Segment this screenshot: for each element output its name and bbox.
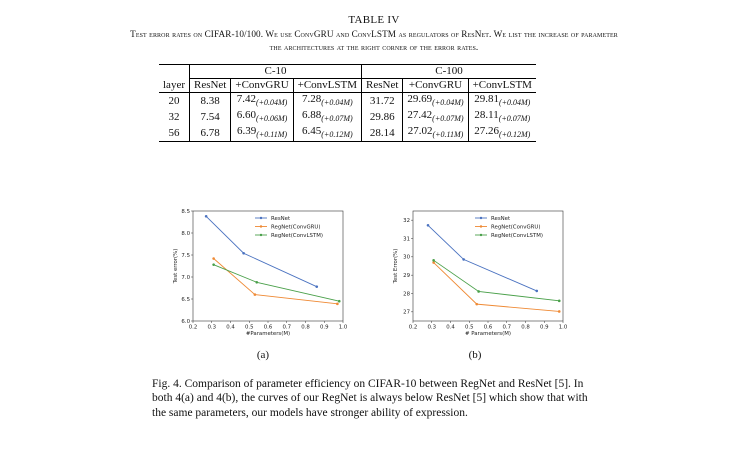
col-c100-convgru: +ConvGRU — [403, 79, 468, 93]
x-tick-label: 0.3 — [207, 324, 217, 331]
legend-label: RegNet(ConvGRU) — [491, 224, 541, 231]
x-tick-label: 0.8 — [521, 324, 530, 331]
y-tick-label: 32 — [403, 217, 410, 224]
chart-a — [166, 203, 356, 348]
y-tick-label: 6.0 — [181, 318, 190, 325]
x-tick-label: 0.9 — [319, 324, 329, 331]
y-tick-label: 31 — [403, 236, 410, 243]
chart-a-svg — [166, 203, 356, 343]
cell-value — [468, 93, 536, 110]
data-point — [462, 258, 465, 261]
data-point — [432, 259, 435, 262]
param-increase: (+0.04M) — [321, 98, 353, 107]
x-tick-label: 0.7 — [502, 324, 512, 331]
legend-marker — [480, 234, 482, 236]
cell-number: 27.26 — [474, 125, 499, 137]
cell-value — [231, 109, 293, 125]
param-increase: (+0.11M) — [432, 130, 464, 139]
group-header-row — [159, 65, 536, 79]
data-point — [242, 252, 245, 255]
subfigure-label-a: (a) — [256, 349, 270, 361]
data-point — [254, 293, 257, 296]
cell-layer: 56 — [159, 125, 189, 142]
cell-layer: 32 — [159, 109, 189, 125]
data-point — [205, 215, 208, 218]
plot-frame — [413, 211, 563, 321]
legend-marker — [260, 234, 262, 236]
legend-label: ResNet — [491, 215, 511, 222]
param-increase: (+0.07M) — [498, 114, 531, 123]
col-c10-convgru: +ConvGRU — [231, 79, 293, 93]
x-tick-label: 0.7 — [282, 324, 292, 331]
cell-value — [468, 125, 536, 142]
cell-value — [293, 93, 361, 110]
cell-number: 29.69 — [407, 93, 433, 105]
legend-marker — [480, 225, 482, 227]
results-table — [159, 64, 536, 142]
cell-number: 6.39 — [236, 125, 257, 137]
legend-marker — [260, 225, 262, 227]
data-point — [212, 257, 215, 260]
series-line — [214, 259, 338, 304]
y-tick-label: 28 — [403, 291, 410, 298]
cell-value — [293, 109, 361, 125]
col-layer: layer — [159, 79, 189, 93]
col-c10-convlstm: +ConvLSTM — [293, 79, 361, 93]
x-tick-label: 0.4 — [226, 324, 235, 331]
results-table-wrapper — [159, 64, 536, 142]
x-tick-label: 1.0 — [558, 324, 568, 331]
table-row — [159, 109, 536, 125]
y-tick-label: 8.5 — [181, 208, 190, 215]
cell-number: 6.88 — [302, 109, 322, 121]
param-increase: (+0.04M) — [498, 98, 531, 107]
x-tick-label: 0.2 — [408, 324, 418, 331]
param-increase: (+0.07M) — [321, 114, 353, 123]
cell-number: 6.60 — [236, 109, 256, 121]
cell-value — [403, 125, 468, 142]
cell-value — [231, 93, 293, 110]
param-increase: (+0.04M) — [432, 98, 464, 107]
table-caption-line1: Test error rates on CIFAR-10/100. We use ConvGRU and ConvLSTM as regulators of ResNet. We list the increase of parameter — [130, 29, 618, 39]
data-point — [558, 300, 561, 303]
group-c100: C-100 — [362, 65, 536, 79]
y-axis-label: Test Error(%) — [393, 248, 399, 284]
param-increase: (+0.04M) — [255, 98, 288, 107]
cell-value: 6.78 — [189, 125, 230, 142]
cell-number: 7.28 — [302, 93, 322, 105]
legend-marker — [480, 217, 482, 219]
col-c100-resnet: ResNet — [362, 79, 403, 93]
series-line — [434, 263, 560, 312]
cell-number: 27.02 — [407, 125, 433, 137]
y-tick-label: 30 — [403, 254, 410, 261]
table-row — [159, 125, 536, 142]
param-increase: (+0.06M) — [255, 114, 288, 123]
table-caption-line2: the architectures at the right corner of the error rates. — [269, 42, 479, 52]
cell-layer: 20 — [159, 93, 189, 110]
y-tick-label: 27 — [403, 309, 410, 316]
data-point — [427, 224, 430, 227]
legend-label: RegNet(ConvGRU) — [271, 224, 321, 231]
cell-number: 27.42 — [407, 109, 433, 121]
data-point — [315, 285, 318, 288]
x-tick-label: 0.8 — [301, 324, 310, 331]
cell-value — [293, 125, 361, 142]
data-point — [212, 263, 215, 266]
data-point — [558, 310, 561, 313]
x-tick-label: 1.0 — [338, 324, 348, 331]
x-tick-label: 0.9 — [539, 324, 549, 331]
y-tick-label: 8.0 — [181, 230, 190, 237]
cell-value: 31.72 — [362, 93, 403, 110]
plot-frame — [193, 211, 343, 321]
legend-label: RegNet(ConvLSTM) — [491, 232, 543, 239]
data-point — [535, 290, 538, 293]
y-tick-label: 7.0 — [181, 274, 190, 281]
legend-label: RegNet(ConvLSTM) — [271, 232, 323, 239]
x-tick-label: 0.3 — [427, 324, 437, 331]
cell-number: 7.42 — [236, 93, 256, 105]
y-tick-label: 7.5 — [181, 252, 190, 259]
cell-number: 6.45 — [302, 125, 322, 137]
x-axis-label: #Parameters(M) — [245, 331, 291, 337]
x-tick-label: 0.6 — [263, 324, 273, 331]
cell-number: 29.81 — [474, 93, 499, 105]
cell-value: 28.14 — [362, 125, 403, 142]
x-tick-label: 0.2 — [188, 324, 198, 331]
cell-value — [403, 109, 468, 125]
data-point — [475, 303, 478, 306]
figure-caption: Fig. 4. Comparison of parameter efficiency on CIFAR-10 between RegNet and ResNet [5]. In both 4(a) and 4(b), the curves of our RegNet is always below ResNet [5] which show that with the same parameters, our models have stronger ability of expression. — [152, 378, 588, 419]
cell-value — [468, 109, 536, 125]
y-tick-label: 6.5 — [181, 296, 190, 303]
param-increase: (+0.12M) — [321, 130, 353, 139]
legend-marker — [260, 217, 262, 219]
y-axis-label: Test error(%) — [173, 248, 179, 284]
subfigure-label-b: (b) — [468, 349, 482, 361]
cell-value — [403, 93, 468, 110]
table-row — [159, 93, 536, 110]
param-increase: (+0.12M) — [498, 130, 531, 139]
table-caption — [14, 28, 734, 54]
col-c100-convlstm: +ConvLSTM — [468, 79, 536, 93]
group-c10: C-10 — [189, 65, 361, 79]
cell-value — [231, 125, 293, 142]
x-tick-label: 0.4 — [446, 324, 455, 331]
series-line — [214, 265, 340, 302]
param-increase: (+0.07M) — [432, 114, 464, 123]
col-c10-resnet: ResNet — [189, 79, 230, 93]
chart-b-svg — [386, 203, 576, 343]
data-point — [477, 290, 480, 293]
column-header-row — [159, 79, 536, 93]
x-tick-label: 0.6 — [483, 324, 493, 331]
param-increase: (+0.11M) — [256, 130, 288, 139]
legend-label: ResNet — [271, 215, 291, 222]
data-point — [338, 300, 341, 303]
cell-number: 28.11 — [474, 109, 499, 121]
x-tick-label: 0.5 — [244, 324, 254, 331]
y-tick-label: 29 — [403, 272, 410, 279]
cell-value: 8.38 — [189, 93, 230, 110]
data-point — [255, 281, 258, 284]
data-point — [336, 303, 339, 306]
cell-value: 7.54 — [189, 109, 230, 125]
x-axis-label: # Parameters(M) — [465, 331, 511, 337]
chart-b — [386, 203, 576, 348]
table-label: TABLE IV — [348, 14, 400, 26]
x-tick-label: 0.5 — [464, 324, 474, 331]
cell-value: 29.86 — [362, 109, 403, 125]
